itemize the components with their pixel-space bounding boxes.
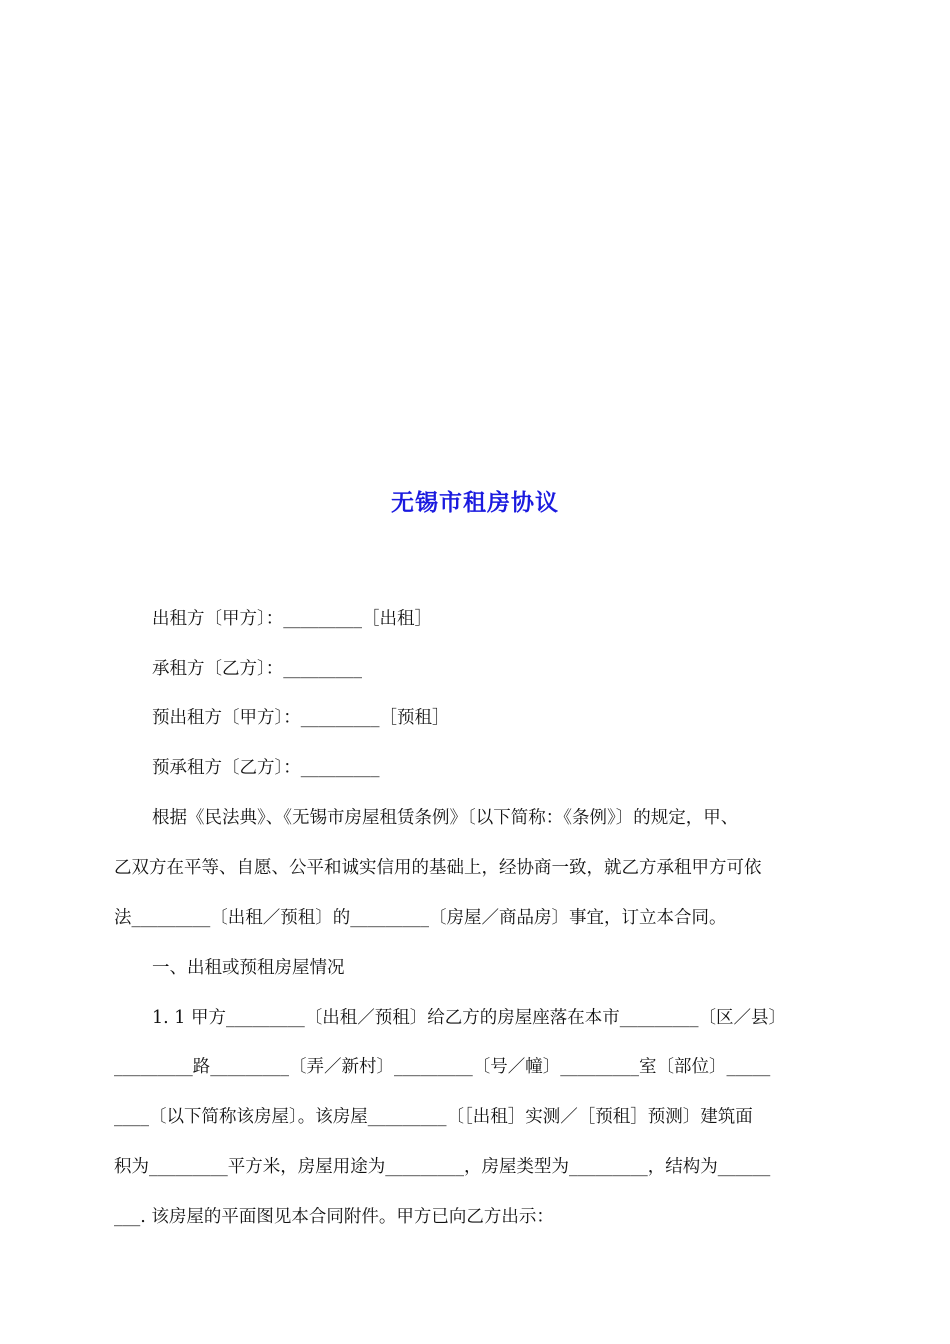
clause-line-3: ____〔以下简称该房屋〕。该房屋_________〔［出租］实测／［预租］预测〕建筑面 [114,1107,753,1127]
clause-line-1: 1. 1 甲方_________〔出租／预租〕给乙方的房屋座落在本市_________〔区／县〕 [152,1008,786,1028]
party-lessor: 出租方〔甲方〕：_________［出租］ [152,609,432,629]
clause-line-5: ___. 该房屋的平面图见本合同附件。甲方已向乙方出示： [114,1207,554,1227]
party-lessee: 承租方〔乙方〕：_________ [152,659,362,679]
clause-line-4: 积为_________平方米，房屋用途为_________，房屋类型为_________，结构为______ [114,1157,771,1177]
preamble-line-2: 乙双方在平等、自愿、公平和诚实信用的基础上，经协商一致，就乙方承租甲方可依 [114,858,762,878]
party-pre-lessee: 预承租方〔乙方〕：_________ [152,758,380,778]
section-heading: 一、出租或预租房屋情况 [152,958,345,978]
preamble-line-3: 法_________〔出租／预租〕的_________〔房屋／商品房〕事宜，订立本合同。 [114,908,727,928]
party-pre-lessor: 预出租方〔甲方〕：_________［预租］ [152,708,450,728]
preamble-line-1: 根据《民法典》、《无锡市房屋租赁条例》〔以下简称：《条例》〕的规定，甲、 [152,808,739,828]
clause-line-2: _________路_________〔弄／新村〕_________〔号／幢〕_________室〔部位〕_____ [114,1057,771,1077]
document-title: 无锡市租房协议 [391,490,559,516]
